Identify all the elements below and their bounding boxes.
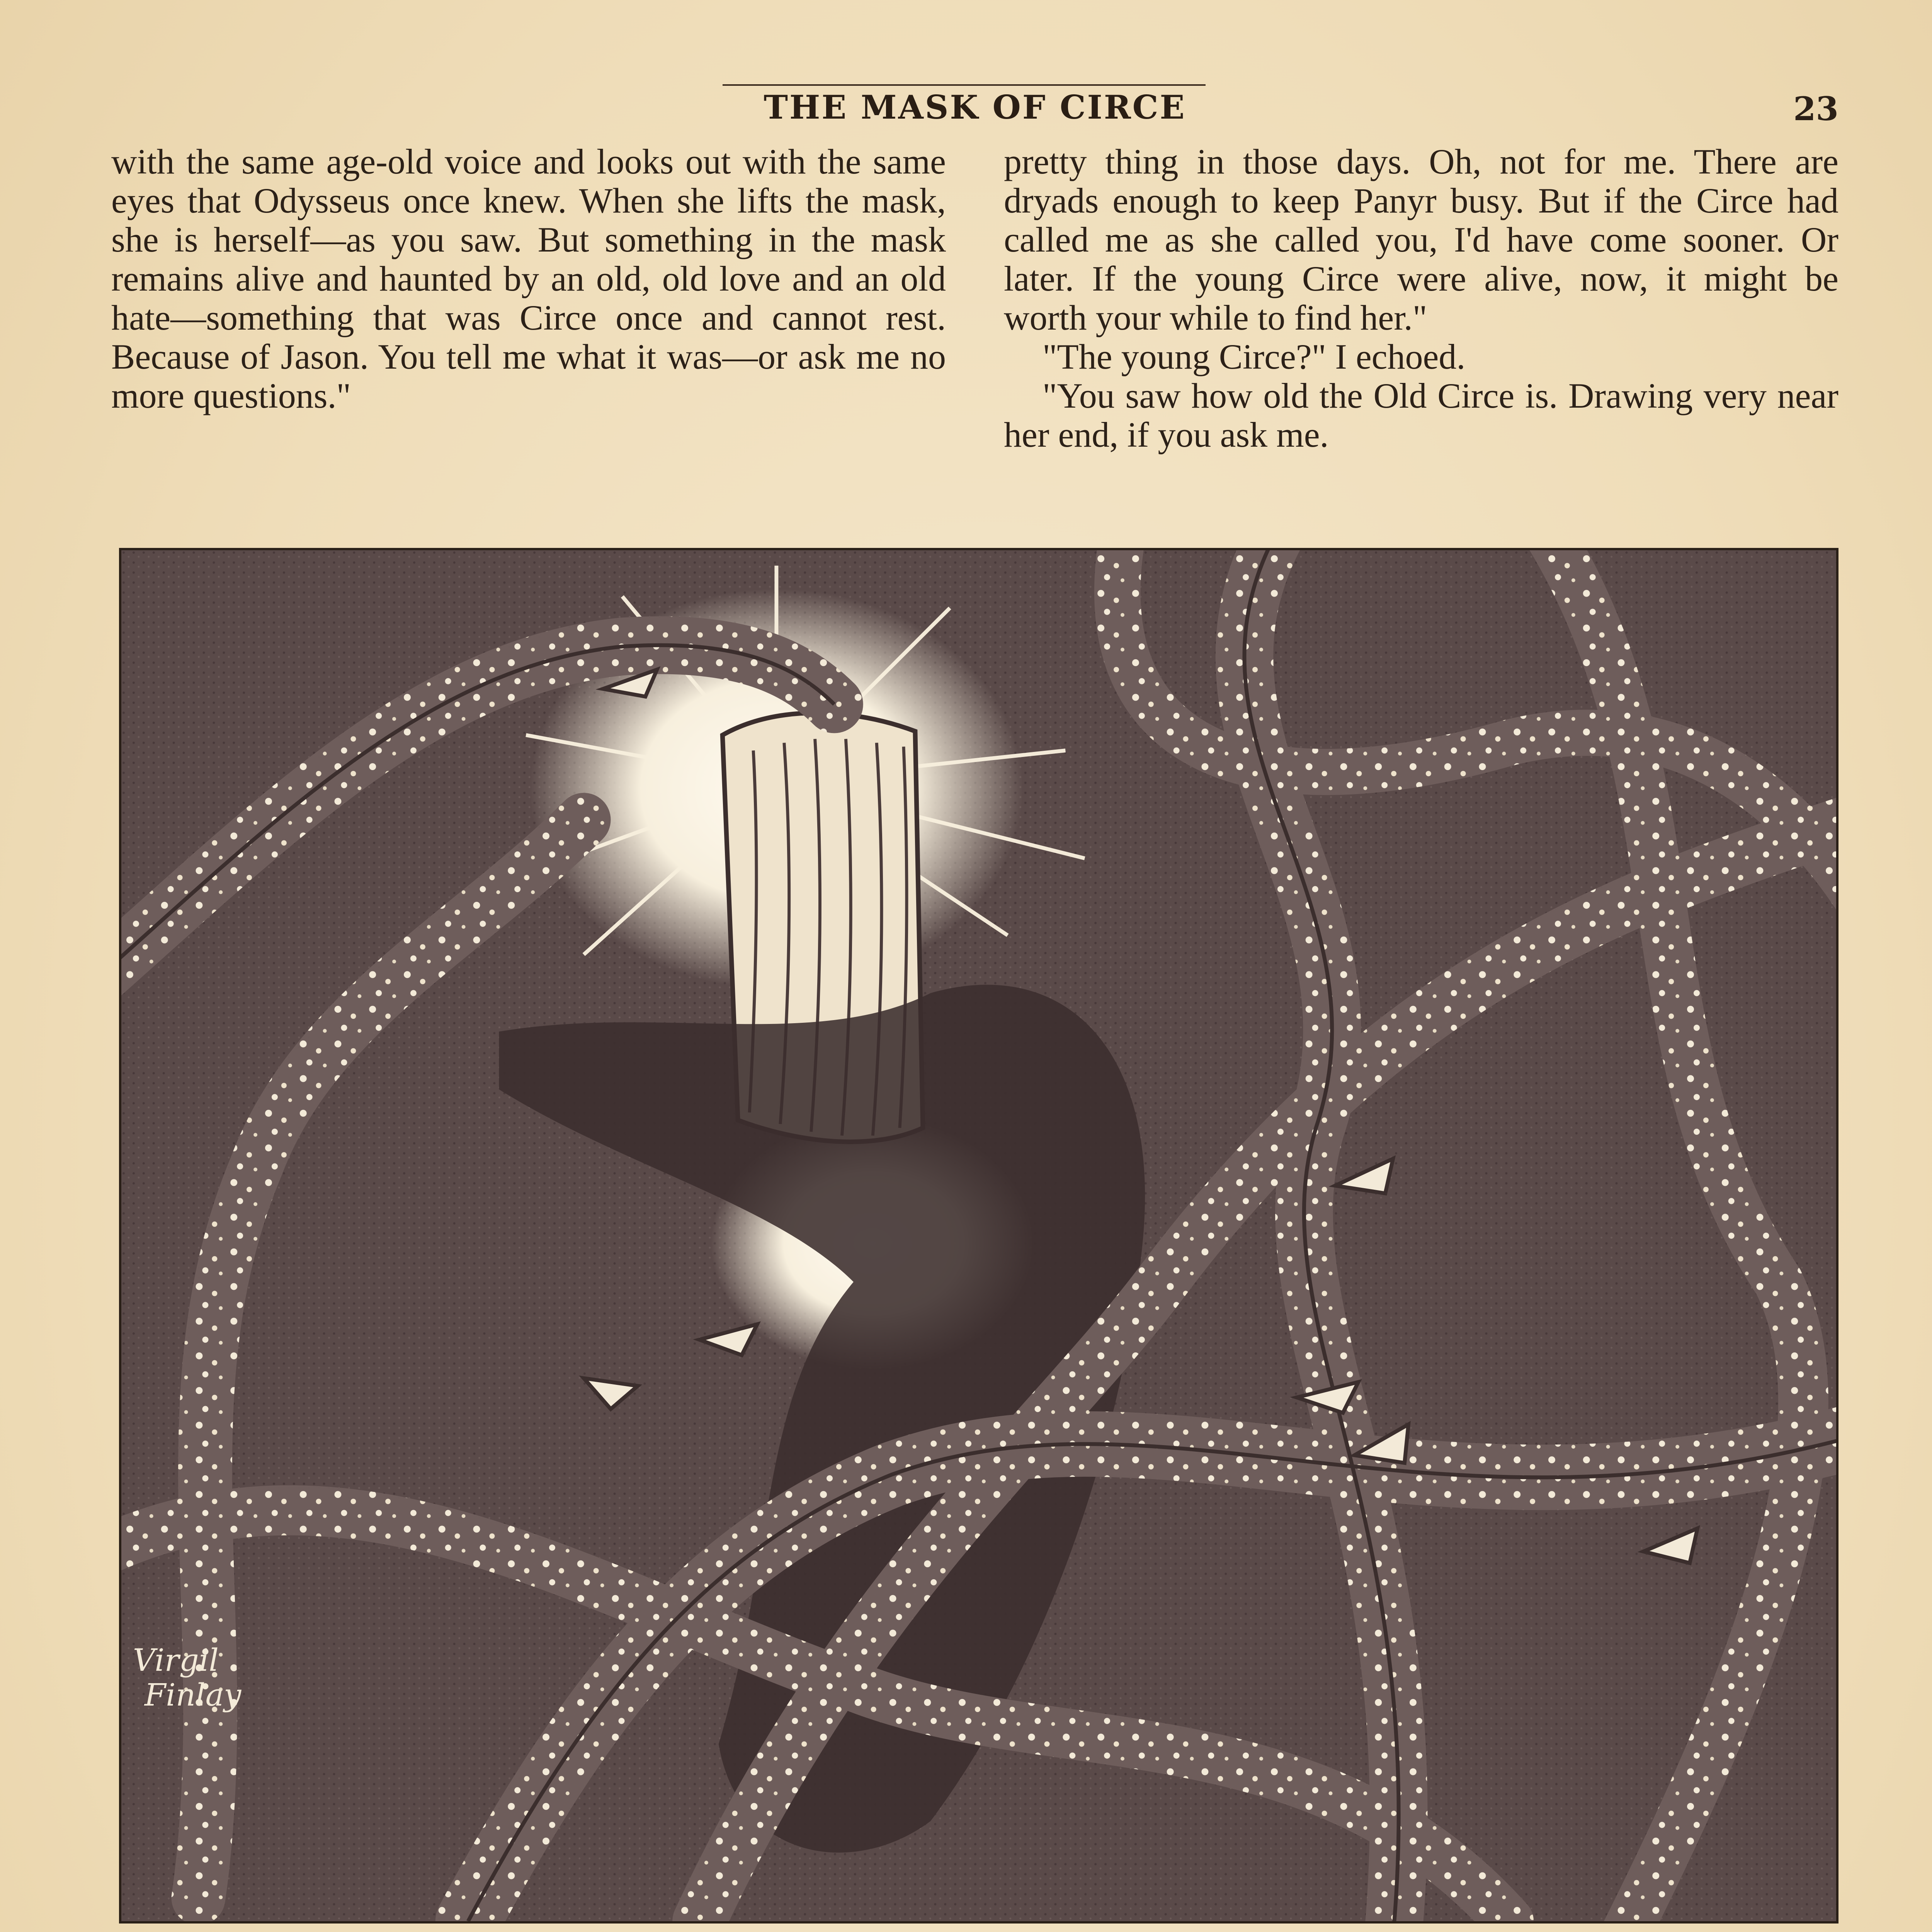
text-column-top-right [1004, 142, 1838, 454]
page-number: 23 [1793, 90, 1838, 128]
illustration-artwork [121, 550, 1836, 1921]
paragraph: "You saw how old the Old Circe is. Drawing very near her end, if you ask me. [1004, 376, 1838, 454]
illustration-serpent-branches [119, 548, 1838, 1923]
text-column-top-left [111, 142, 946, 415]
svg-text:Finlay: Finlay [144, 1677, 242, 1713]
paragraph: pretty thing in those days. Oh, not for me. There are dryads enough to keep Panyr busy. But if the Circe had called me as she called you, I'd have come sooner. Or later. If the young Circe were alive, now, it might be worth your while to find her." [1004, 142, 1838, 337]
svg-text:Virgil: Virgil [133, 1642, 219, 1679]
paragraph: "The young Circe?" I echoed. [1043, 337, 1466, 376]
running-title: THE MASK OF CIRCE [764, 88, 1186, 126]
header-rule [723, 84, 1206, 86]
paragraph: with the same age-old voice and looks out with the same eyes that Odysseus once knew. When she lifts the mask, she is herself—as you saw. But something in the mask remains alive and haunted by an old, old love and an old hate—something that was Circe once and cannot rest. Because of Jason. You tell me what it was—or ask me no more questions." [111, 142, 946, 415]
page-header [111, 88, 1838, 134]
